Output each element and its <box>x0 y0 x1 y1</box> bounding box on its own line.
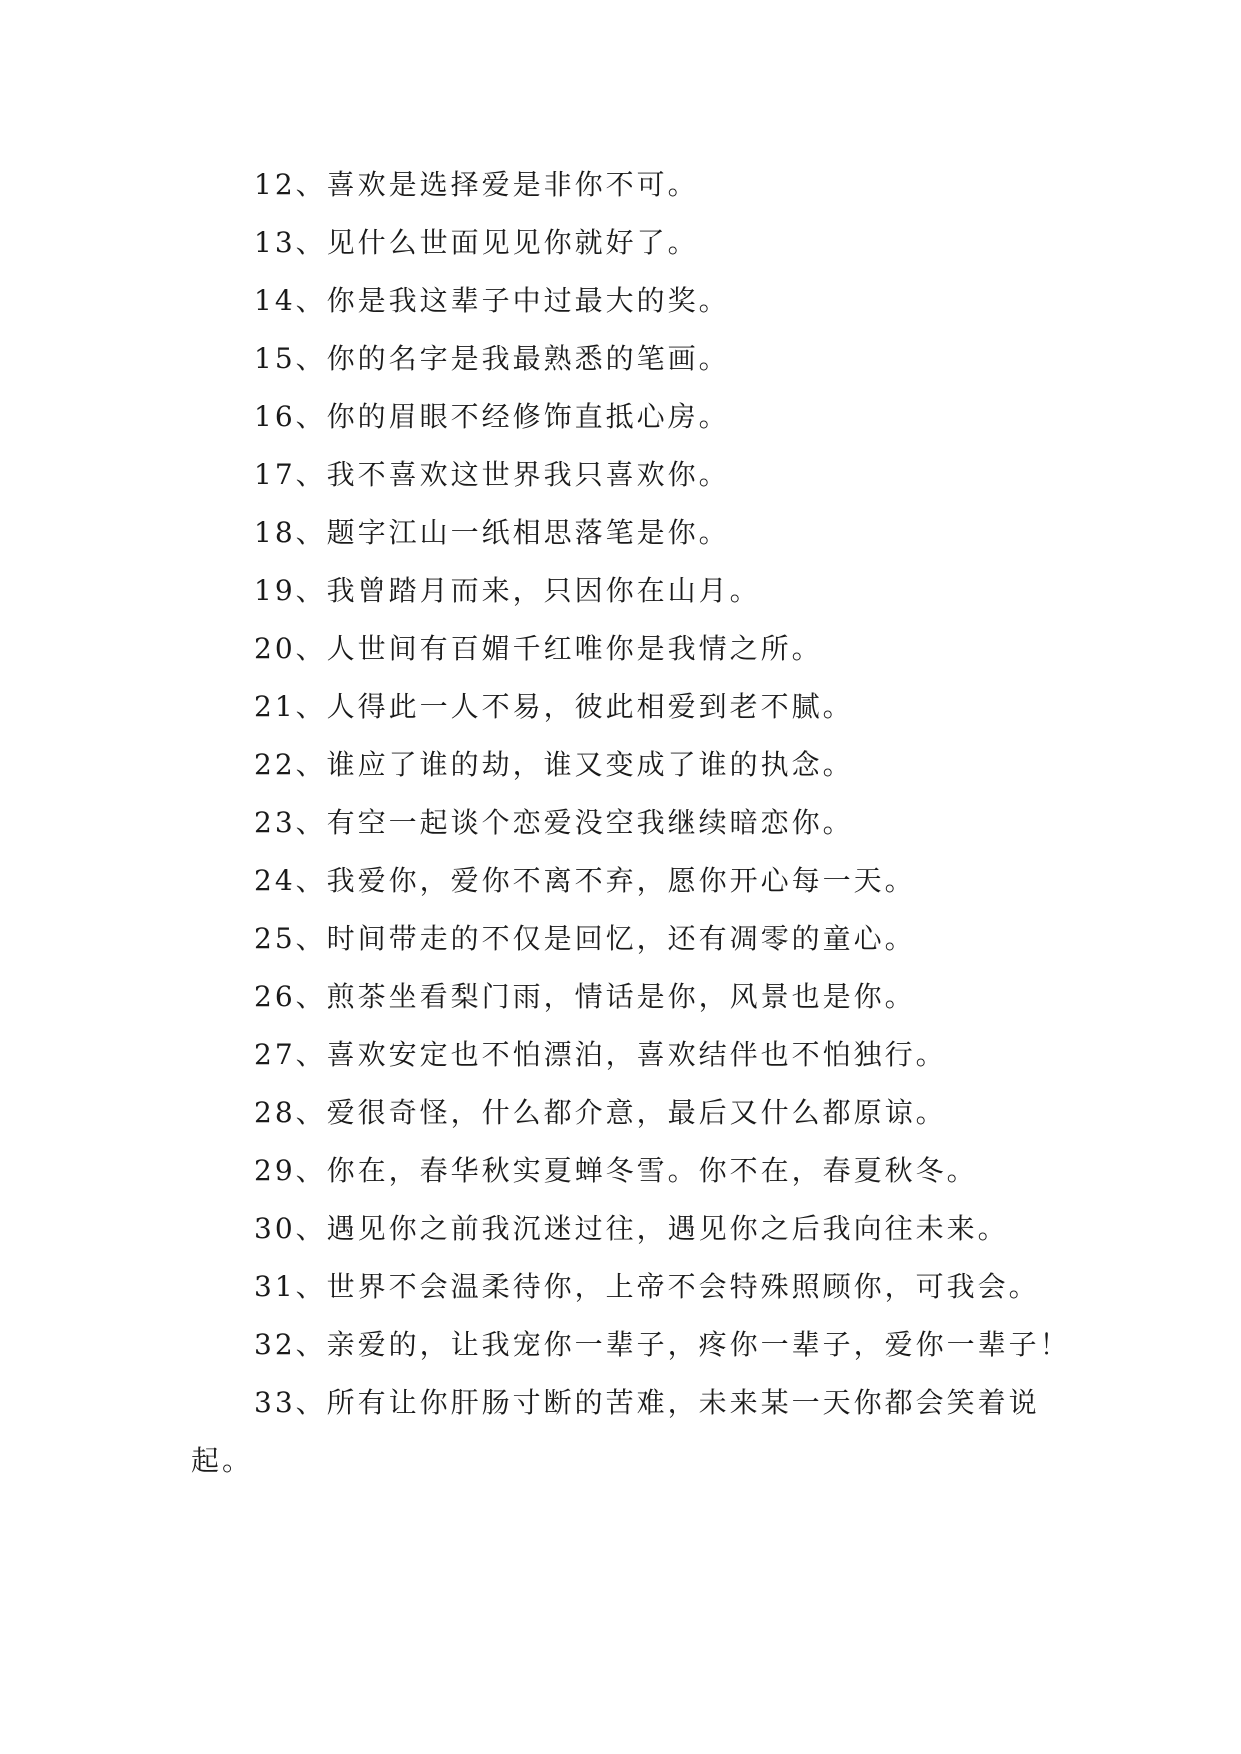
quote-line: 14、你是我这辈子中过最大的奖。 <box>254 284 730 317</box>
quote-line: 27、喜欢安定也不怕漂泊，喜欢结伴也不怕独行。 <box>254 1038 947 1071</box>
quote-line: 16、你的眉眼不经修饰直抵心房。 <box>254 400 730 433</box>
quote-line: 13、见什么世面见见你就好了。 <box>254 226 699 259</box>
quote-line: 29、你在，春华秋实夏蝉冬雪。你不在，春夏秋冬。 <box>254 1154 978 1187</box>
quote-line: 21、人得此一人不易，彼此相爱到老不腻。 <box>254 690 854 723</box>
quote-line: 32、亲爱的，让我宠你一辈子，疼你一辈子，爱你一辈子！ <box>254 1328 1071 1361</box>
quote-line: 19、我曾踏月而来，只因你在山月。 <box>254 574 761 607</box>
quote-line: 25、时间带走的不仅是回忆，还有凋零的童心。 <box>254 922 916 955</box>
quote-line: 20、人世间有百媚千红唯你是我情之所。 <box>254 632 823 665</box>
quote-line: 22、谁应了谁的劫，谁又变成了谁的执念。 <box>254 748 854 781</box>
quote-line: 33、所有让你肝肠寸断的苦难，未来某一天你都会笑着说起。 <box>191 1386 1040 1477</box>
quote-line: 24、我爱你，爱你不离不弃，愿你开心每一天。 <box>254 864 916 897</box>
quote-line: 15、你的名字是我最熟悉的笔画。 <box>254 342 730 375</box>
quote-line: 30、遇见你之前我沉迷过往，遇见你之后我向往未来。 <box>254 1212 1009 1245</box>
quote-line: 17、我不喜欢这世界我只喜欢你。 <box>254 458 730 491</box>
quote-line: 23、有空一起谈个恋爱没空我继续暗恋你。 <box>254 806 854 839</box>
quote-line: 18、题字江山一纸相思落笔是你。 <box>254 516 730 549</box>
quote-line: 28、爱很奇怪，什么都介意，最后又什么都原谅。 <box>254 1096 947 1129</box>
quote-list <box>191 156 1071 1490</box>
quote-line: 26、煎茶坐看梨门雨，情话是你，风景也是你。 <box>254 980 916 1013</box>
quote-line: 12、喜欢是选择爱是非你不可。 <box>254 168 699 201</box>
quote-line: 31、世界不会温柔待你，上帝不会特殊照顾你，可我会。 <box>254 1270 1040 1303</box>
